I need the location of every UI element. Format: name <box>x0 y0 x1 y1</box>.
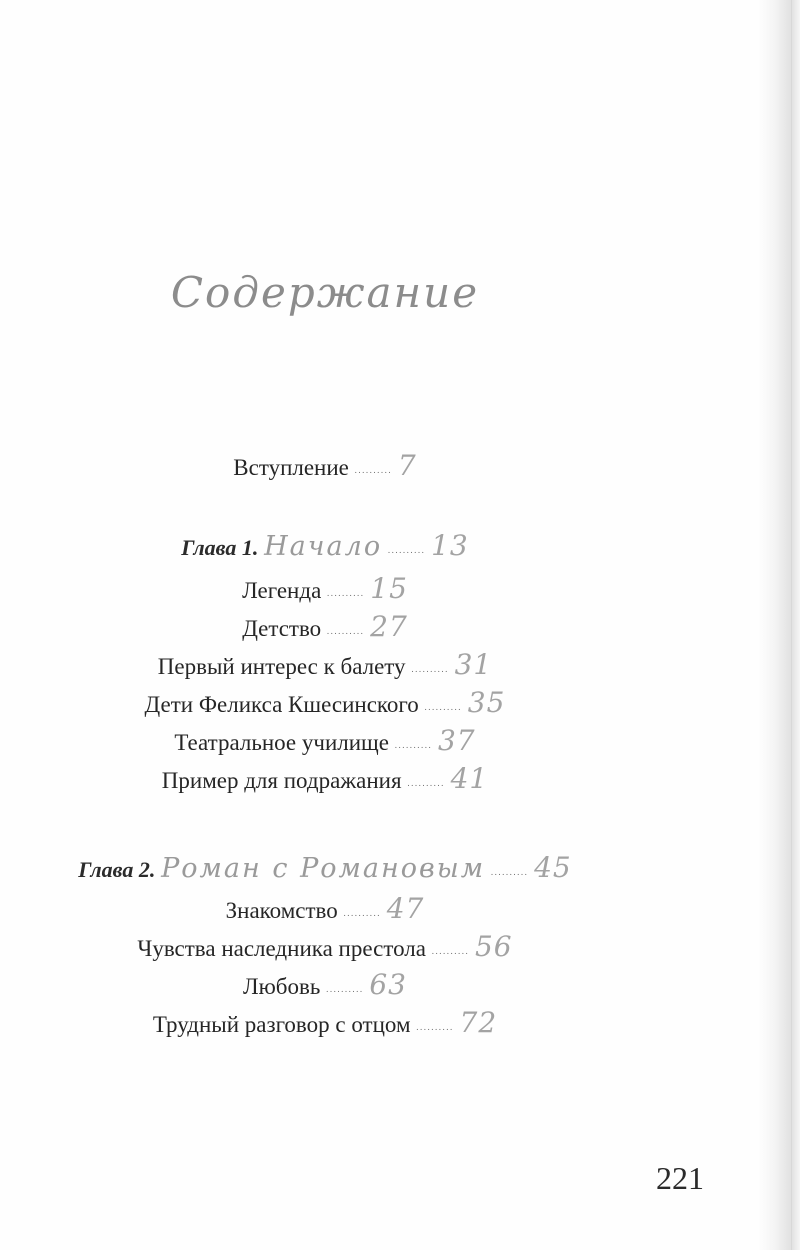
toc-entry-label: Вступление <box>233 455 349 480</box>
toc-entry <box>0 688 650 722</box>
toc-entry <box>0 612 650 646</box>
toc-entry-label: Знакомство <box>225 898 338 923</box>
toc-entry-page: 27 <box>370 610 408 643</box>
toc-entry-page: 37 <box>437 724 476 757</box>
toc-entry <box>0 764 650 798</box>
dot-leader: .......... <box>394 740 433 750</box>
toc-entry-label: Трудный разговор с отцом <box>152 1012 411 1037</box>
toc-entry-page: 72 <box>459 1006 498 1039</box>
toc-entry-page: 41 <box>450 762 489 795</box>
toc-entry-label: Детство <box>242 616 322 641</box>
dot-leader: .......... <box>407 778 445 788</box>
toc-entry <box>0 970 650 1004</box>
toc-entry-label: Любовь <box>243 974 321 999</box>
toc-entry-label: Пример для подражания <box>161 768 402 793</box>
dot-leader: .......... <box>327 588 365 598</box>
dot-leader: .......... <box>411 664 449 674</box>
toc-chapter-1 <box>0 531 650 565</box>
chapter-title: Начало <box>264 531 383 562</box>
chapter-title: Роман с Романовым <box>161 853 486 884</box>
toc-entry-label: Чувства наследника престола <box>137 936 426 961</box>
contents-title: Содержание <box>170 268 480 317</box>
toc-entry-page: 63 <box>369 968 407 1001</box>
chapter-page: 13 <box>431 529 469 562</box>
dot-leader: .......... <box>326 626 365 636</box>
dot-leader: .......... <box>424 702 463 712</box>
toc-entry-intro <box>0 451 650 485</box>
toc-entry-page: 15 <box>370 572 408 605</box>
dot-leader: .......... <box>431 946 470 956</box>
page-edge-line <box>791 0 792 1250</box>
toc-entry-label: Театральное училище <box>174 730 389 755</box>
toc-entry <box>0 932 650 966</box>
toc-entry-page: 7 <box>397 449 417 482</box>
chapter-label: Глава 1. <box>181 535 259 560</box>
toc-entry-page: 56 <box>474 930 513 963</box>
toc-entry-label: Дети Феликса Кшесинского <box>144 692 419 717</box>
dot-leader: .......... <box>490 867 529 877</box>
toc-entry-page: 31 <box>454 648 493 681</box>
dot-leader: .......... <box>416 1022 454 1032</box>
toc-entry <box>0 650 650 684</box>
dot-leader: .......... <box>354 465 393 475</box>
toc-entry <box>0 574 650 608</box>
toc-entry-label: Легенда <box>242 578 322 603</box>
page-edge-shadow <box>758 0 800 1250</box>
dot-leader: .......... <box>343 908 381 918</box>
page-number: 221 <box>656 1160 704 1196</box>
toc-entry-page: 35 <box>467 686 506 719</box>
chapter-page: 45 <box>534 851 572 884</box>
toc-entry <box>0 894 650 928</box>
toc-entry-label: Первый интерес к балету <box>157 654 406 679</box>
chapter-label: Глава 2. <box>78 857 156 882</box>
toc-entry <box>0 1008 650 1042</box>
toc-entry <box>0 726 650 760</box>
toc-chapter-2 <box>0 853 650 887</box>
dot-leader: .......... <box>326 984 364 994</box>
toc-entry-page: 47 <box>386 892 425 925</box>
dot-leader: .......... <box>387 545 426 555</box>
